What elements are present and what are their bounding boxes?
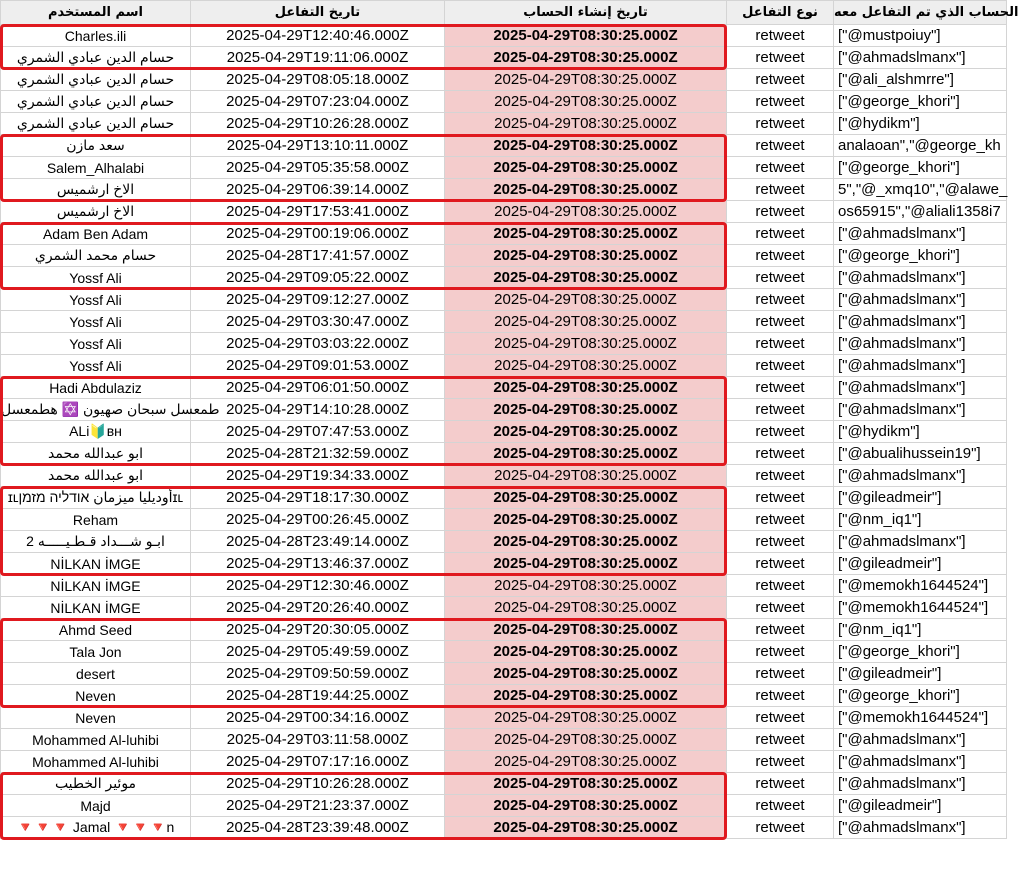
interaction-date-cell[interactable]: 2025-04-28T21:32:59.000Z	[191, 443, 445, 465]
interaction-type-cell[interactable]: retweet	[727, 113, 834, 135]
account-created-cell[interactable]: 2025-04-29T08:30:25.000Z	[445, 47, 727, 69]
interaction-type-cell[interactable]: retweet	[727, 663, 834, 685]
target-account-cell[interactable]: ["@ahmadslmanx"]	[834, 355, 1007, 377]
interaction-type-cell[interactable]: retweet	[727, 25, 834, 47]
interaction-date-cell[interactable]: 2025-04-29T10:26:28.000Z	[191, 113, 445, 135]
target-account-cell[interactable]: ["@ahmadslmanx"]	[834, 729, 1007, 751]
interaction-date-cell[interactable]: 2025-04-29T09:01:53.000Z	[191, 355, 445, 377]
account-created-cell[interactable]: 2025-04-29T08:30:25.000Z	[445, 443, 727, 465]
account-created-cell[interactable]: 2025-04-29T08:30:25.000Z	[445, 267, 727, 289]
account-created-cell[interactable]: 2025-04-29T08:30:25.000Z	[445, 157, 727, 179]
target-account-cell[interactable]: ["@ahmadslmanx"]	[834, 333, 1007, 355]
table-row	[1, 421, 1007, 443]
interaction-date-cell[interactable]: 2025-04-29T09:50:59.000Z	[191, 663, 445, 685]
target-account-cell[interactable]: ["@ahmadslmanx"]	[834, 311, 1007, 333]
table-row	[1, 157, 1007, 179]
interaction-date-cell[interactable]: 2025-04-29T18:17:30.000Z	[191, 487, 445, 509]
username-cell[interactable]: Neven	[1, 707, 191, 729]
interaction-type-cell[interactable]: retweet	[727, 751, 834, 773]
interaction-date-cell[interactable]: 2025-04-29T00:34:16.000Z	[191, 707, 445, 729]
table-row	[1, 69, 1007, 91]
interaction-type-cell[interactable]: retweet	[727, 641, 834, 663]
target-account-cell[interactable]: ["@george_khori"]	[834, 157, 1007, 179]
interaction-type-cell[interactable]: retweet	[727, 729, 834, 751]
interaction-type-cell[interactable]: retweet	[727, 619, 834, 641]
target-account-cell[interactable]: ["@memokh1644524"]	[834, 707, 1007, 729]
header-row	[1, 1, 1007, 25]
target-account-cell[interactable]: ["@george_khori"]	[834, 245, 1007, 267]
table-row	[1, 575, 1007, 597]
target-account-cell[interactable]: ["@ahmadslmanx"]	[834, 267, 1007, 289]
table-row	[1, 399, 1007, 421]
table-row	[1, 707, 1007, 729]
interaction-date-cell[interactable]: 2025-04-29T03:30:47.000Z	[191, 311, 445, 333]
interaction-date-cell[interactable]: 2025-04-29T12:30:46.000Z	[191, 575, 445, 597]
table-row	[1, 333, 1007, 355]
target-account-cell[interactable]: ["@nm_iq1"]	[834, 619, 1007, 641]
username-cell[interactable]: 🔻🔻🔻 Jamal 🔻🔻🔻n	[1, 817, 191, 839]
username-cell[interactable]: Yossf Ali	[1, 355, 191, 377]
target-account-cell[interactable]: 5","@_xmq10","@alawe_	[834, 179, 1007, 201]
interaction-type-cell[interactable]: retweet	[727, 465, 834, 487]
table-row	[1, 355, 1007, 377]
target-account-cell[interactable]: ["@george_khori"]	[834, 641, 1007, 663]
account-created-cell[interactable]: 2025-04-29T08:30:25.000Z	[445, 223, 727, 245]
interaction-type-cell[interactable]: retweet	[727, 795, 834, 817]
username-cell[interactable]: Hadi Abdulaziz	[1, 377, 191, 399]
target-account-cell[interactable]: ["@ahmadslmanx"]	[834, 47, 1007, 69]
target-account-cell[interactable]: ["@nm_iq1"]	[834, 509, 1007, 531]
account-created-cell[interactable]: 2025-04-29T08:30:25.000Z	[445, 817, 727, 839]
target-account-cell[interactable]: ["@mustpoiuy"]	[834, 25, 1007, 47]
username-cell[interactable]: Yossf Ali	[1, 311, 191, 333]
interaction-date-cell[interactable]: 2025-04-29T09:05:22.000Z	[191, 267, 445, 289]
interaction-date-cell[interactable]: 2025-04-29T21:23:37.000Z	[191, 795, 445, 817]
username-cell[interactable]: Mohammed Al-luhibi	[1, 729, 191, 751]
interaction-date-cell[interactable]: 2025-04-29T06:01:50.000Z	[191, 377, 445, 399]
username-cell[interactable]: ابـو شـــداد قـطـيـــــه 2	[1, 531, 191, 553]
table-row	[1, 553, 1007, 575]
username-cell[interactable]: Mohammed Al-luhibi	[1, 751, 191, 773]
interaction-type-cell[interactable]: retweet	[727, 443, 834, 465]
username-cell[interactable]: Yossf Ali	[1, 289, 191, 311]
header-target-account[interactable]: الحساب الذي تم التفاعل معه	[834, 1, 1007, 25]
username-cell[interactable]: Neven	[1, 685, 191, 707]
interaction-type-cell[interactable]: retweet	[727, 817, 834, 839]
target-account-cell[interactable]: ["@ahmadslmanx"]	[834, 399, 1007, 421]
account-created-cell[interactable]: 2025-04-29T08:30:25.000Z	[445, 311, 727, 333]
table-row	[1, 245, 1007, 267]
account-created-cell[interactable]: 2025-04-29T08:30:25.000Z	[445, 641, 727, 663]
account-created-cell[interactable]: 2025-04-29T08:30:25.000Z	[445, 113, 727, 135]
username-cell[interactable]: Yossf Ali	[1, 267, 191, 289]
username-cell[interactable]: Yossf Ali	[1, 333, 191, 355]
table-row	[1, 113, 1007, 135]
username-cell[interactable]: حسام الدين عبادي الشمري	[1, 47, 191, 69]
account-created-cell[interactable]: 2025-04-29T08:30:25.000Z	[445, 355, 727, 377]
table-row	[1, 685, 1007, 707]
interaction-date-cell[interactable]: 2025-04-29T10:26:28.000Z	[191, 773, 445, 795]
account-created-cell[interactable]: 2025-04-29T08:30:25.000Z	[445, 685, 727, 707]
target-account-cell[interactable]: ["@abualihussein19"]	[834, 443, 1007, 465]
interaction-type-cell[interactable]: retweet	[727, 91, 834, 113]
table-row	[1, 25, 1007, 47]
interaction-date-cell[interactable]: 2025-04-28T19:44:25.000Z	[191, 685, 445, 707]
table-row	[1, 91, 1007, 113]
interaction-type-cell[interactable]: retweet	[727, 707, 834, 729]
account-created-cell[interactable]: 2025-04-29T08:30:25.000Z	[445, 465, 727, 487]
username-cell[interactable]: طمعسل سبحان صهيون ✡️ هطمعسل	[1, 399, 191, 421]
table-row	[1, 47, 1007, 69]
target-account-cell[interactable]: ["@ahmadslmanx"]	[834, 751, 1007, 773]
target-account-cell[interactable]: ["@gileadmeir"]	[834, 553, 1007, 575]
target-account-cell[interactable]: ["@george_khori"]	[834, 91, 1007, 113]
account-created-cell[interactable]: 2025-04-29T08:30:25.000Z	[445, 421, 727, 443]
username-cell[interactable]: ابو عبدالله محمد	[1, 443, 191, 465]
interaction-date-cell[interactable]: 2025-04-29T12:40:46.000Z	[191, 25, 445, 47]
account-created-cell[interactable]: 2025-04-29T08:30:25.000Z	[445, 179, 727, 201]
account-created-cell[interactable]: 2025-04-29T08:30:25.000Z	[445, 553, 727, 575]
target-account-cell[interactable]: ["@gileadmeir"]	[834, 795, 1007, 817]
username-cell[interactable]: Reham	[1, 509, 191, 531]
interaction-type-cell[interactable]: retweet	[727, 553, 834, 575]
table-row	[1, 487, 1007, 509]
interaction-date-cell[interactable]: 2025-04-29T20:26:40.000Z	[191, 597, 445, 619]
interaction-type-cell[interactable]: retweet	[727, 223, 834, 245]
table-row	[1, 795, 1007, 817]
username-cell[interactable]: سعد مازن	[1, 135, 191, 157]
table-row	[1, 201, 1007, 223]
header-username[interactable]: اسم المستخدم	[1, 1, 191, 25]
interaction-date-cell[interactable]: 2025-04-28T23:39:48.000Z	[191, 817, 445, 839]
username-cell[interactable]: حسام الدين عبادي الشمري	[1, 91, 191, 113]
account-created-cell[interactable]: 2025-04-29T08:30:25.000Z	[445, 773, 727, 795]
interaction-date-cell[interactable]: 2025-04-29T14:10:28.000Z	[191, 399, 445, 421]
interaction-date-cell[interactable]: 2025-04-29T17:53:41.000Z	[191, 201, 445, 223]
interaction-type-cell[interactable]: retweet	[727, 685, 834, 707]
interaction-type-cell[interactable]: retweet	[727, 69, 834, 91]
username-cell[interactable]: Charles.ili	[1, 25, 191, 47]
interaction-date-cell[interactable]: 2025-04-29T03:03:22.000Z	[191, 333, 445, 355]
target-account-cell[interactable]: ["@ahmadslmanx"]	[834, 289, 1007, 311]
account-created-cell[interactable]: 2025-04-29T08:30:25.000Z	[445, 245, 727, 267]
account-created-cell[interactable]: 2025-04-29T08:30:25.000Z	[445, 575, 727, 597]
account-created-cell[interactable]: 2025-04-29T08:30:25.000Z	[445, 135, 727, 157]
interaction-type-cell[interactable]: retweet	[727, 311, 834, 333]
interaction-type-cell[interactable]: retweet	[727, 773, 834, 795]
interaction-type-cell[interactable]: retweet	[727, 47, 834, 69]
table-row	[1, 377, 1007, 399]
target-account-cell[interactable]: ["@memokh1644524"]	[834, 575, 1007, 597]
interaction-date-cell[interactable]: 2025-04-29T07:23:04.000Z	[191, 91, 445, 113]
account-created-cell[interactable]: 2025-04-29T08:30:25.000Z	[445, 487, 727, 509]
username-cell[interactable]: ALi🔰ʙʜ	[1, 421, 191, 443]
interaction-type-cell[interactable]: retweet	[727, 421, 834, 443]
interaction-date-cell[interactable]: 2025-04-29T08:05:18.000Z	[191, 69, 445, 91]
table-row	[1, 135, 1007, 157]
account-created-cell[interactable]: 2025-04-29T08:30:25.000Z	[445, 91, 727, 113]
target-account-cell[interactable]: ["@ahmadslmanx"]	[834, 465, 1007, 487]
table-row	[1, 179, 1007, 201]
account-created-cell[interactable]: 2025-04-29T08:30:25.000Z	[445, 795, 727, 817]
target-account-cell[interactable]: ["@gileadmeir"]	[834, 487, 1007, 509]
username-cell[interactable]: ابو عبدالله محمد	[1, 465, 191, 487]
username-cell[interactable]: Ahmd Seed	[1, 619, 191, 641]
account-created-cell[interactable]: 2025-04-29T08:30:25.000Z	[445, 69, 727, 91]
interaction-type-cell[interactable]: retweet	[727, 377, 834, 399]
target-account-cell[interactable]: ["@george_khori"]	[834, 685, 1007, 707]
account-created-cell[interactable]: 2025-04-29T08:30:25.000Z	[445, 201, 727, 223]
header-account-created[interactable]: تاريخ إنشاء الحساب	[445, 1, 727, 25]
account-created-cell[interactable]: 2025-04-29T08:30:25.000Z	[445, 729, 727, 751]
interaction-type-cell[interactable]: retweet	[727, 157, 834, 179]
table-row	[1, 223, 1007, 245]
username-cell[interactable]: NİLKAN İMGE	[1, 553, 191, 575]
table-row	[1, 597, 1007, 619]
target-account-cell[interactable]: ["@memokh1644524"]	[834, 597, 1007, 619]
interaction-type-cell[interactable]: retweet	[727, 267, 834, 289]
interaction-type-cell[interactable]: retweet	[727, 575, 834, 597]
table-row	[1, 289, 1007, 311]
target-account-cell[interactable]: ["@ahmadslmanx"]	[834, 531, 1007, 553]
interaction-date-cell[interactable]: 2025-04-29T13:10:11.000Z	[191, 135, 445, 157]
username-cell[interactable]: NİLKAN İMGE	[1, 597, 191, 619]
interaction-date-cell[interactable]: 2025-04-29T20:30:05.000Z	[191, 619, 445, 641]
interaction-date-cell[interactable]: 2025-04-29T07:17:16.000Z	[191, 751, 445, 773]
interaction-type-cell[interactable]: retweet	[727, 509, 834, 531]
target-account-cell[interactable]: ["@ahmadslmanx"]	[834, 223, 1007, 245]
username-cell[interactable]: Adam Ben Adam	[1, 223, 191, 245]
interaction-date-cell[interactable]: 2025-04-29T19:11:06.000Z	[191, 47, 445, 69]
table-row	[1, 443, 1007, 465]
target-account-cell[interactable]: ["@gileadmeir"]	[834, 663, 1007, 685]
interaction-type-cell[interactable]: retweet	[727, 289, 834, 311]
username-cell[interactable]: Tala Jon	[1, 641, 191, 663]
table-row	[1, 509, 1007, 531]
table-row	[1, 311, 1007, 333]
interaction-type-cell[interactable]: retweet	[727, 245, 834, 267]
target-account-cell[interactable]: ["@ahmadslmanx"]	[834, 377, 1007, 399]
username-cell[interactable]: Salem_Alhalabi	[1, 157, 191, 179]
table-row	[1, 531, 1007, 553]
target-account-cell[interactable]: ["@ahmadslmanx"]	[834, 817, 1007, 839]
username-cell[interactable]: ɪʟأوديليا ميزمان אודליה מזמןɪʟ	[1, 487, 191, 509]
interaction-date-cell[interactable]: 2025-04-29T00:26:45.000Z	[191, 509, 445, 531]
target-account-cell[interactable]: os65915","@aliali1358i7	[834, 201, 1007, 223]
header-interaction-date[interactable]: تاريخ التفاعل	[191, 1, 445, 25]
interaction-date-cell[interactable]: 2025-04-29T05:35:58.000Z	[191, 157, 445, 179]
username-cell[interactable]: حسام محمد الشمري	[1, 245, 191, 267]
interaction-type-cell[interactable]: retweet	[727, 355, 834, 377]
account-created-cell[interactable]: 2025-04-29T08:30:25.000Z	[445, 25, 727, 47]
account-created-cell[interactable]: 2025-04-29T08:30:25.000Z	[445, 509, 727, 531]
interaction-date-cell[interactable]: 2025-04-29T19:34:33.000Z	[191, 465, 445, 487]
account-created-cell[interactable]: 2025-04-29T08:30:25.000Z	[445, 531, 727, 553]
table-row	[1, 663, 1007, 685]
username-cell[interactable]: Majd	[1, 795, 191, 817]
target-account-cell[interactable]: ["@ali_alshmrre"]	[834, 69, 1007, 91]
interaction-date-cell[interactable]: 2025-04-29T05:49:59.000Z	[191, 641, 445, 663]
interaction-type-cell[interactable]: retweet	[727, 201, 834, 223]
interaction-date-cell[interactable]: 2025-04-28T17:41:57.000Z	[191, 245, 445, 267]
target-account-cell[interactable]: ["@hydikm"]	[834, 421, 1007, 443]
table-row	[1, 773, 1007, 795]
table-row	[1, 641, 1007, 663]
username-cell[interactable]: الاخ ارشميس	[1, 201, 191, 223]
account-created-cell[interactable]: 2025-04-29T08:30:25.000Z	[445, 751, 727, 773]
account-created-cell[interactable]: 2025-04-29T08:30:25.000Z	[445, 663, 727, 685]
username-cell[interactable]: موئير الخطيب	[1, 773, 191, 795]
target-account-cell[interactable]: ["@ahmadslmanx"]	[834, 773, 1007, 795]
table-row	[1, 817, 1007, 839]
interaction-type-cell[interactable]: retweet	[727, 333, 834, 355]
table-row	[1, 267, 1007, 289]
username-cell[interactable]: حسام الدين عبادي الشمري	[1, 69, 191, 91]
interaction-type-cell[interactable]: retweet	[727, 487, 834, 509]
interaction-date-cell[interactable]: 2025-04-29T13:46:37.000Z	[191, 553, 445, 575]
table-row	[1, 465, 1007, 487]
interaction-type-cell[interactable]: retweet	[727, 135, 834, 157]
interaction-date-cell[interactable]: 2025-04-29T00:19:06.000Z	[191, 223, 445, 245]
account-created-cell[interactable]: 2025-04-29T08:30:25.000Z	[445, 597, 727, 619]
interaction-date-cell[interactable]: 2025-04-29T03:11:58.000Z	[191, 729, 445, 751]
account-created-cell[interactable]: 2025-04-29T08:30:25.000Z	[445, 289, 727, 311]
table-row	[1, 751, 1007, 773]
username-cell[interactable]: NİLKAN İMGE	[1, 575, 191, 597]
username-cell[interactable]: desert	[1, 663, 191, 685]
interaction-type-cell[interactable]: retweet	[727, 179, 834, 201]
target-account-cell[interactable]: ["@hydikm"]	[834, 113, 1007, 135]
interaction-type-cell[interactable]: retweet	[727, 597, 834, 619]
interaction-type-cell[interactable]: retweet	[727, 399, 834, 421]
account-created-cell[interactable]: 2025-04-29T08:30:25.000Z	[445, 707, 727, 729]
interaction-date-cell[interactable]: 2025-04-28T23:49:14.000Z	[191, 531, 445, 553]
target-account-cell[interactable]: analaoan","@george_kh	[834, 135, 1007, 157]
username-cell[interactable]: حسام الدين عبادي الشمري	[1, 113, 191, 135]
table-row	[1, 619, 1007, 641]
account-created-cell[interactable]: 2025-04-29T08:30:25.000Z	[445, 377, 727, 399]
interaction-date-cell[interactable]: 2025-04-29T09:12:27.000Z	[191, 289, 445, 311]
interaction-date-cell[interactable]: 2025-04-29T06:39:14.000Z	[191, 179, 445, 201]
interaction-date-cell[interactable]: 2025-04-29T07:47:53.000Z	[191, 421, 445, 443]
table-row	[1, 729, 1007, 751]
account-created-cell[interactable]: 2025-04-29T08:30:25.000Z	[445, 333, 727, 355]
interaction-type-cell[interactable]: retweet	[727, 531, 834, 553]
account-created-cell[interactable]: 2025-04-29T08:30:25.000Z	[445, 399, 727, 421]
header-interaction-type[interactable]: نوع التفاعل	[727, 1, 834, 25]
account-created-cell[interactable]: 2025-04-29T08:30:25.000Z	[445, 619, 727, 641]
username-cell[interactable]: الاخ ارشميس	[1, 179, 191, 201]
